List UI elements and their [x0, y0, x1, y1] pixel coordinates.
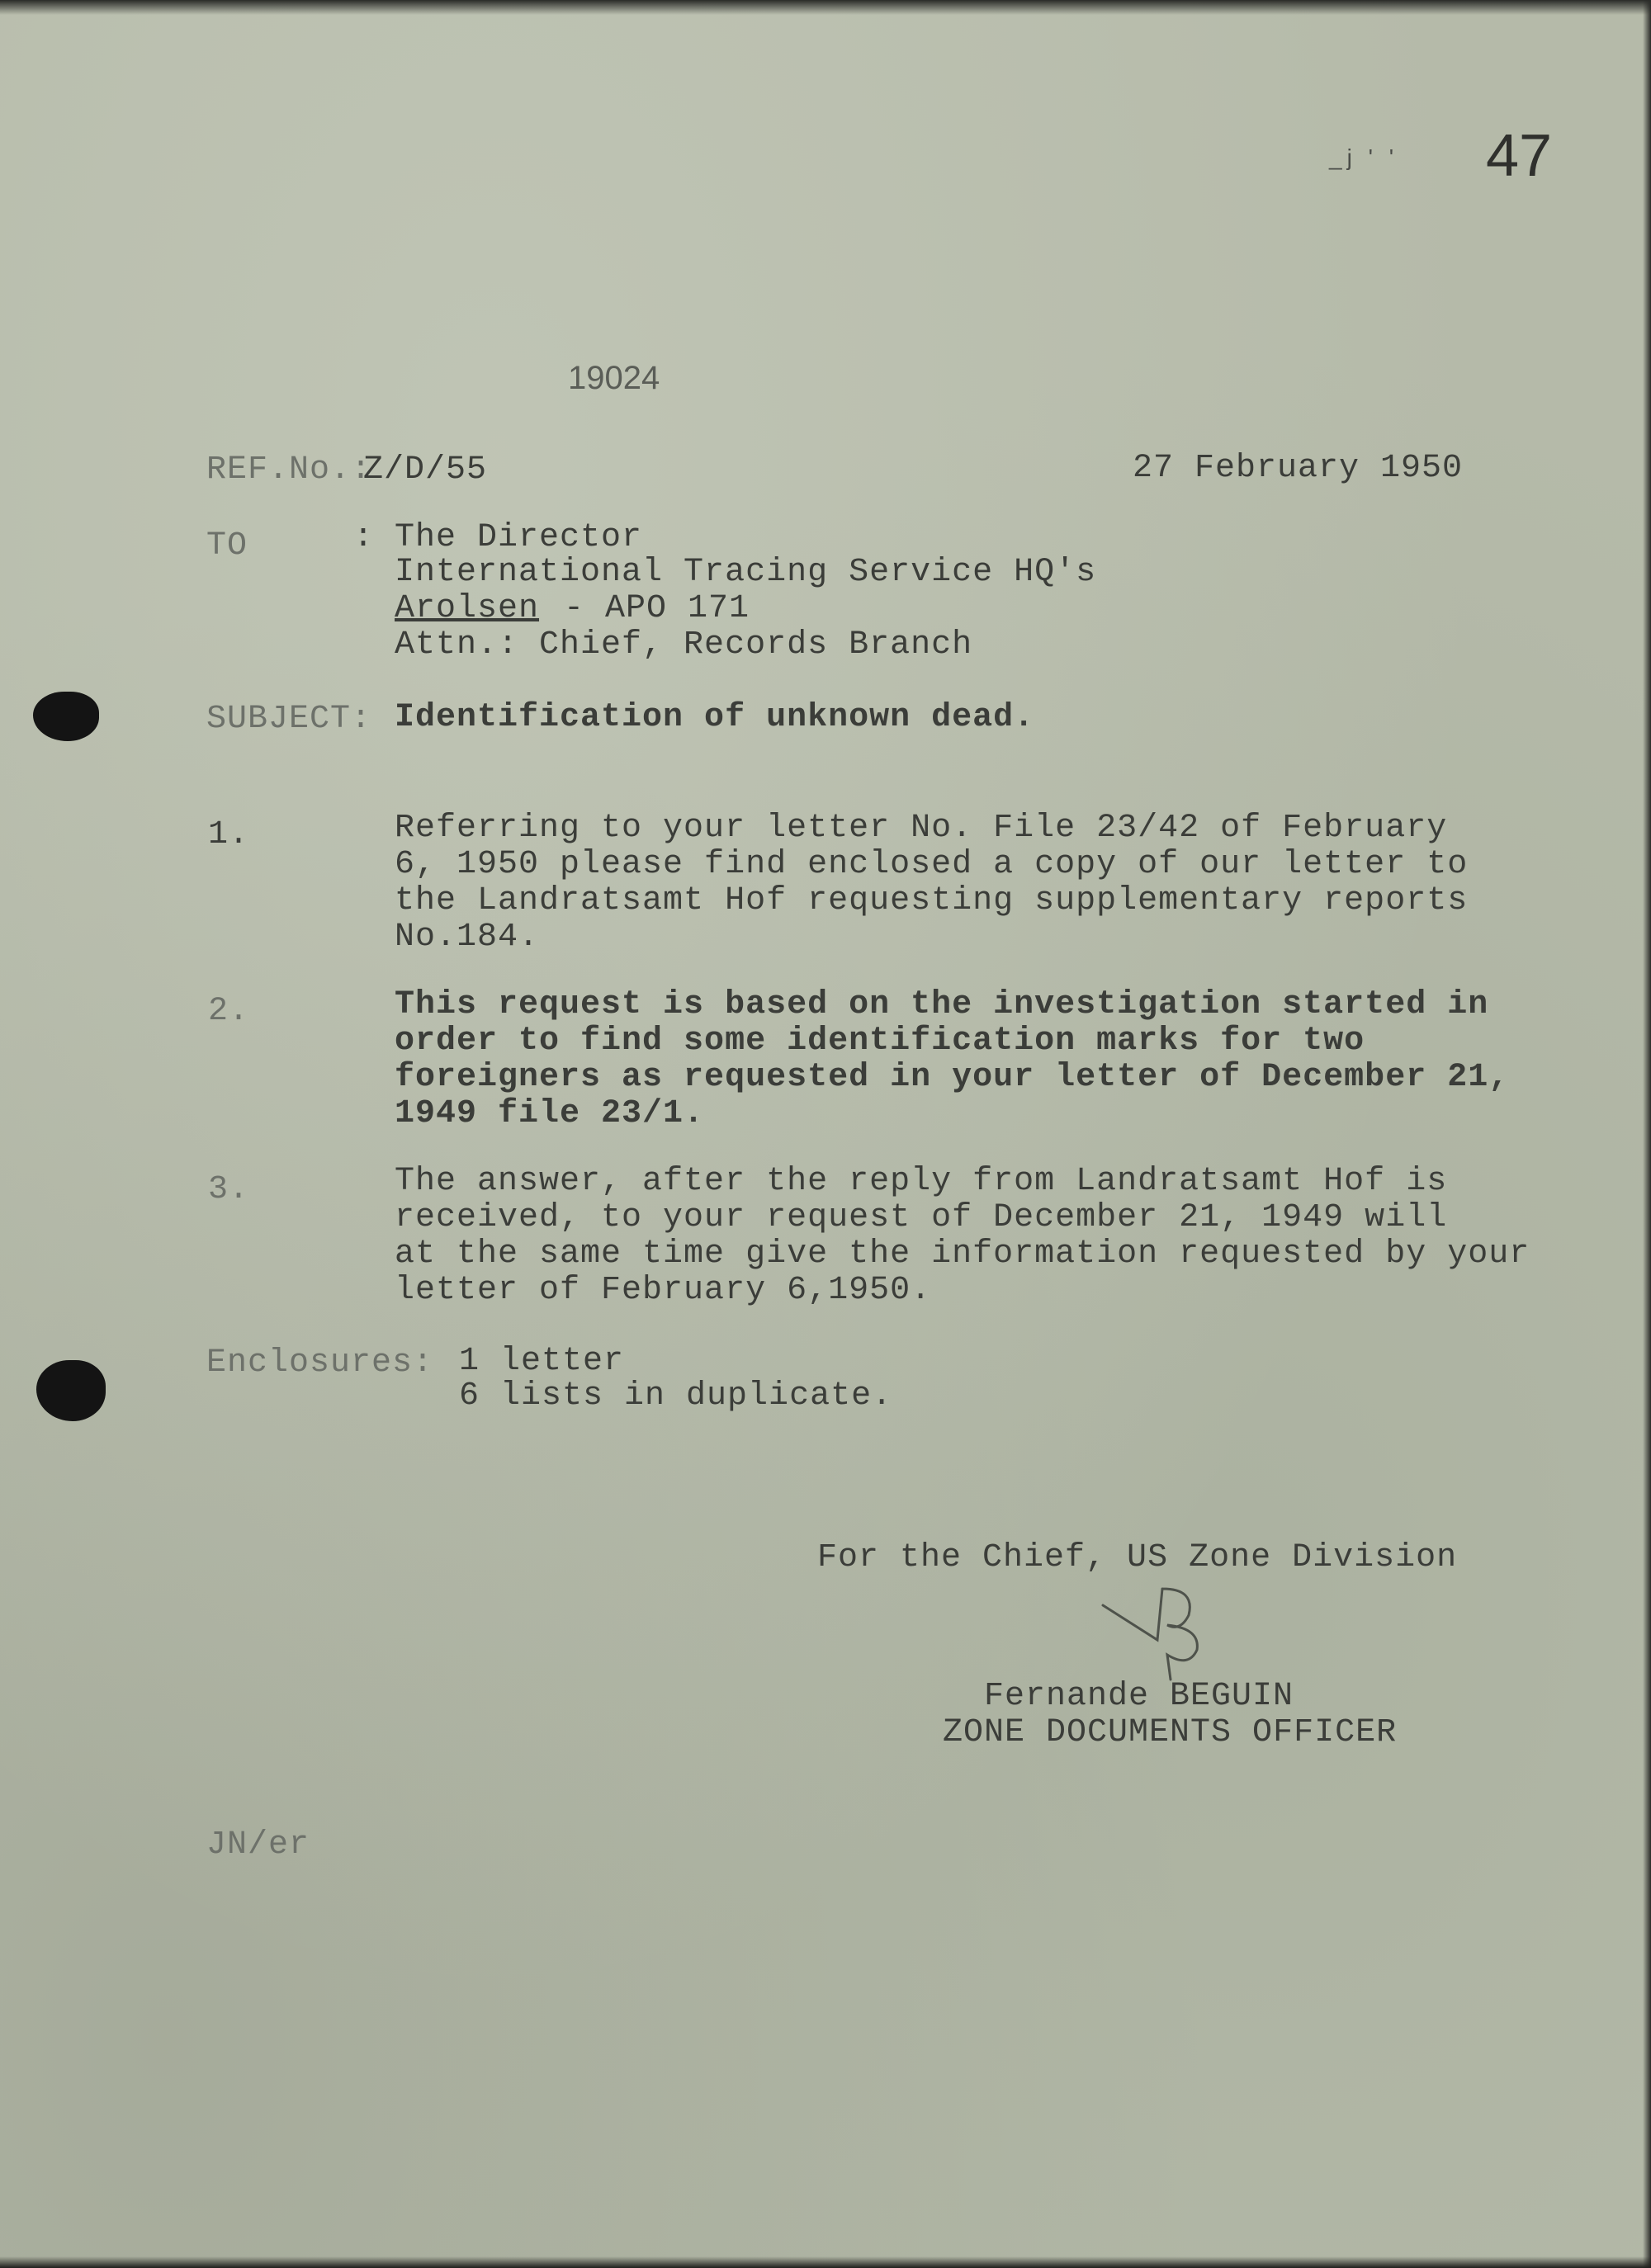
paragraph-1-line-3: the Landratsamt Hof requesting supplementary reports	[395, 882, 1469, 919]
signatory-title: ZONE DOCUMENTS OFFICER	[943, 1714, 1398, 1751]
paragraph-3-line-2: received, to your request of December 21, 1949 will	[395, 1199, 1448, 1236]
paragraph-2-line-3: foreigners as requested in your letter of December 21,	[395, 1059, 1510, 1096]
recipient-line-1: The Director	[395, 519, 643, 556]
paragraph-2-line-2: order to find some identification marks for two	[395, 1023, 1365, 1060]
paragraph-1-line-4: No.184.	[395, 919, 540, 956]
typist-initials: JN/er	[206, 1826, 310, 1864]
recipient-city: Arolsen	[395, 590, 540, 627]
scan-edge-bottom	[0, 2256, 1651, 2268]
paragraph-1-number: 1.	[208, 816, 250, 853]
scan-edge-right	[1643, 0, 1651, 2268]
signatory-name: Fernande BEGUIN	[984, 1678, 1294, 1715]
subject-text: Identification of unknown dead.	[395, 699, 1035, 736]
archive-number: 19024	[568, 360, 660, 396]
paragraph-1-line-2: 6, 1950 please find enclosed a copy of our letter to	[395, 846, 1469, 883]
enclosure-item-2: 6 lists in duplicate.	[459, 1377, 893, 1415]
enclosures-label: Enclosures:	[206, 1344, 434, 1382]
paragraph-3-line-4: letter of February 6,1950.	[395, 1272, 932, 1309]
ref-value: Z/D/55	[363, 451, 488, 489]
page-number: 47	[1486, 123, 1553, 189]
letter-date: 27 February 1950	[1133, 450, 1464, 487]
paragraph-2-line-4: 1949 file 23/1.	[395, 1095, 705, 1132]
paragraph-2-number: 2.	[208, 993, 250, 1030]
paragraph-3-line-1: The answer, after the reply from Landratsamt Hof is	[395, 1163, 1448, 1200]
page-marks: _j ' '	[1329, 144, 1399, 170]
paragraph-1-line-1: Referring to your letter No. File 23/42 of February	[395, 810, 1448, 847]
paragraph-3-line-3: at the same time give the information requested by your	[395, 1236, 1530, 1273]
paragraph-2-line-1: This request is based on the investigation started in	[395, 986, 1489, 1023]
recipient-line-2: International Tracing Service HQ's	[395, 554, 1097, 591]
recipient-attention: Attn.: Chief, Records Branch	[395, 626, 973, 664]
subject-label: SUBJECT:	[206, 701, 372, 738]
signature-for-line: For the Chief, US Zone Division	[817, 1539, 1458, 1576]
punch-hole-top	[33, 692, 99, 741]
to-label: TO	[206, 527, 248, 565]
enclosure-item-1: 1 letter	[459, 1343, 625, 1380]
handwritten-signature	[1098, 1564, 1230, 1688]
ref-label: REF.No.:	[206, 451, 372, 489]
punch-hole-bottom	[36, 1360, 106, 1421]
recipient-apo: - APO 171	[543, 590, 750, 627]
to-separator: :	[353, 519, 375, 556]
scan-edge-top	[0, 0, 1651, 15]
paragraph-3-number: 3.	[208, 1171, 250, 1208]
